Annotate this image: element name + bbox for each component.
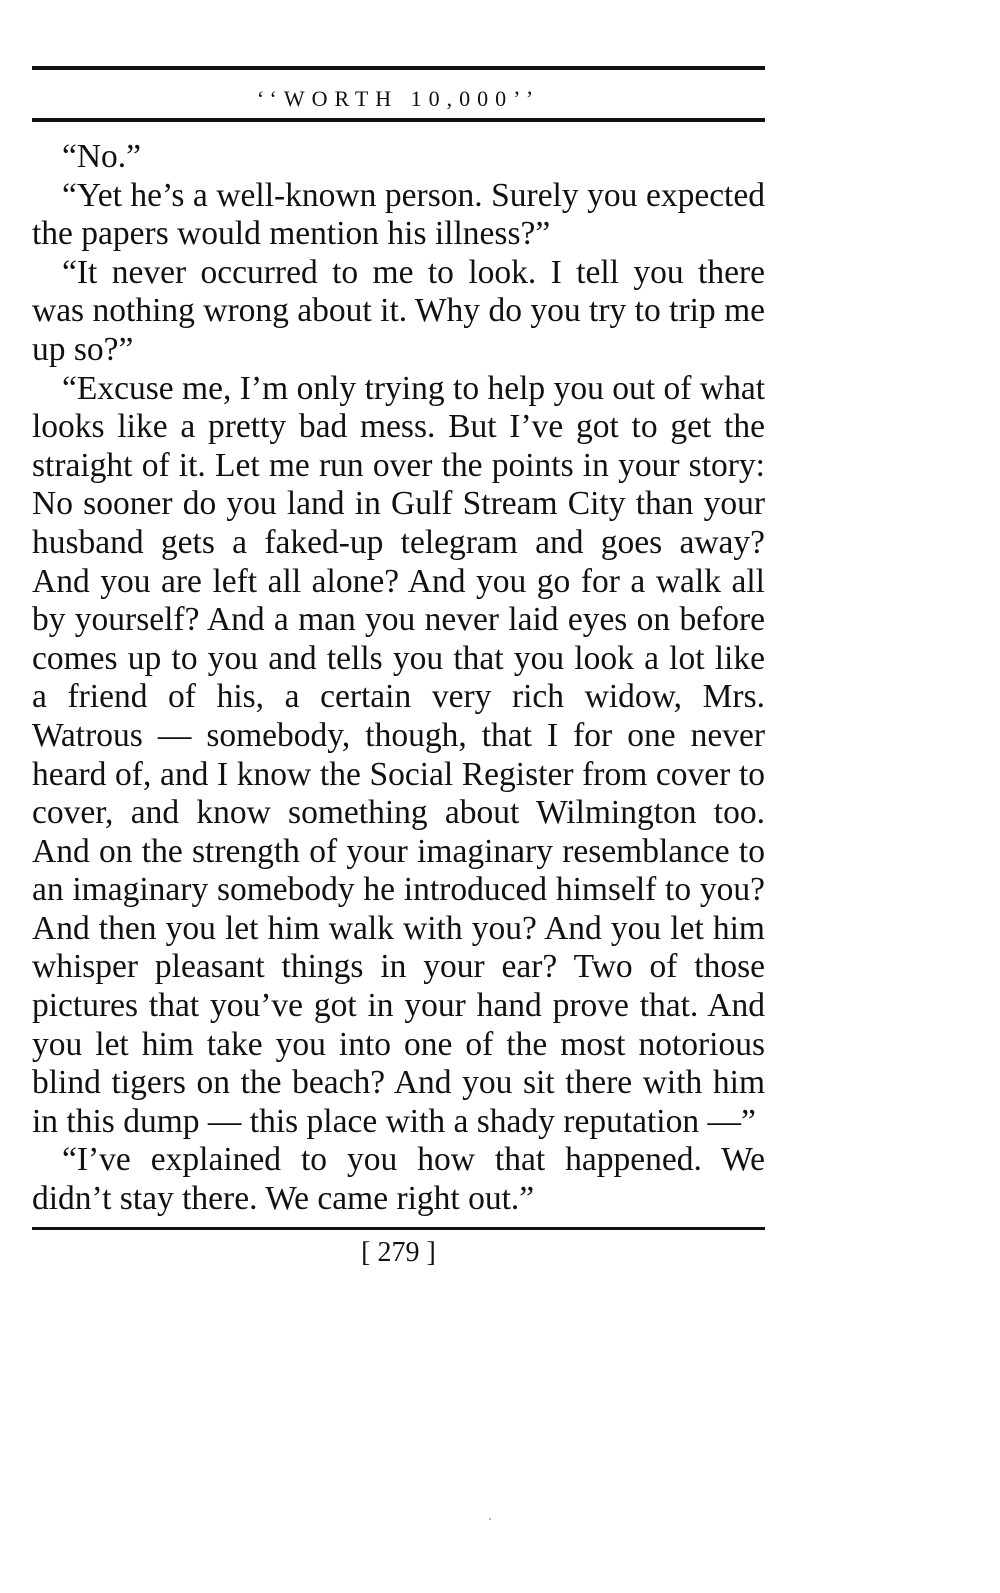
page-number: [ 279 ] (361, 1236, 436, 1268)
paragraph-never-occurred: “It never occurred to me to look. I tell you there was nothing wrong about it. Why do you try to trip me up so?” (32, 253, 765, 368)
paragraph-well-known-person: “Yet he’s a well-known person. Surely you expected the papers would mention his illness?” (32, 176, 765, 253)
paragraph-excuse-me: “Excuse me, I’m only trying to help you out of what looks like a pretty bad mess. But I’ve got to get the straight of it. Let me run over the points in your story: No sooner do you land in Gulf Stream City than your husband gets a faked-up telegram and goes away? And you are left all alone? And you go for a walk all by yourself? And a man you never laid eyes on before comes up to you and tells you that you look a lot like a friend of his, a certain very rich widow, Mrs. Watrous — somebody, though, that I for one never heard of, and I know the Social Register from cover to cover, and know something about Wilmington too. And on the strength of your imaginary resemblance to an imaginary somebody he introduced himself to you? And then you let him walk with you? And you let him whisper pleasant things in your ear? Two of those pictures that you’ve got in your hand prove that. And you let him take you into one of the most notorious blind tigers on the beach? And you sit there with him in this dump — this place with a shady reputation —” (32, 369, 765, 1140)
running-title: ‘‘WORTH 10,000’’ (256, 86, 541, 111)
scan-speck (489, 1518, 491, 1520)
header-bottom-rule (32, 118, 765, 122)
book-page (32, 66, 765, 1270)
paragraph-explained: “I’ve explained to you how that happened. We didn’t stay there. We came right out.” (32, 1141, 765, 1218)
paragraph-no: “No.” (62, 138, 142, 175)
body-text (32, 138, 765, 1219)
footer-rule (32, 1227, 765, 1230)
